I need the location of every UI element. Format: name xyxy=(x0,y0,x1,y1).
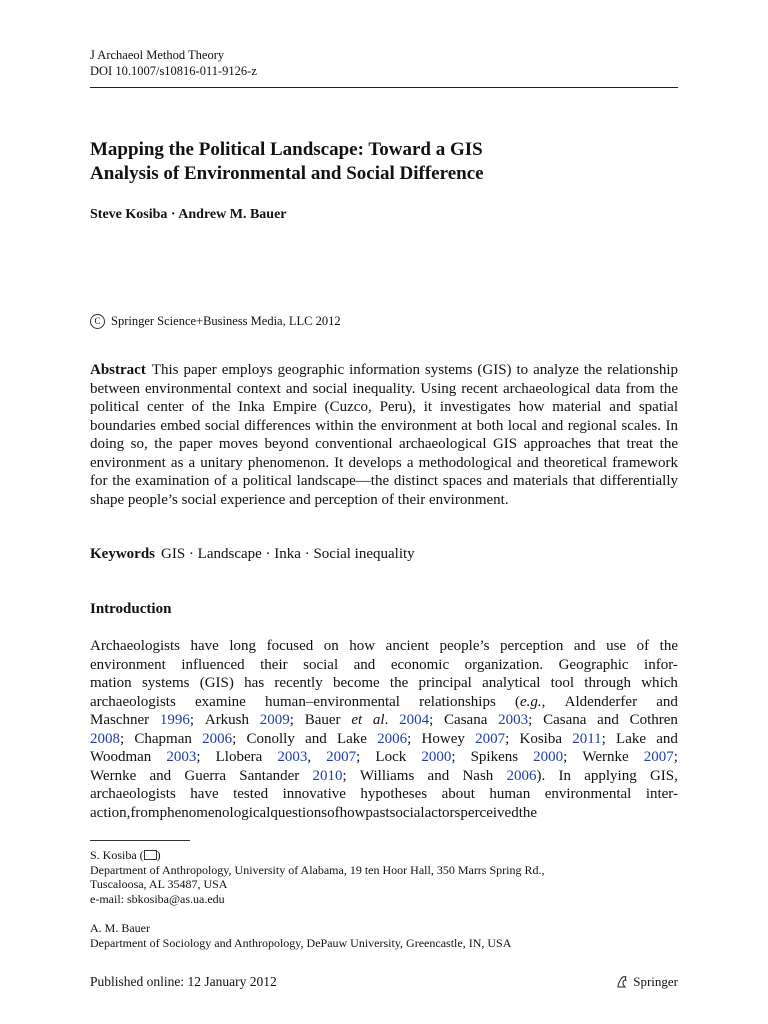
intro-line xyxy=(90,637,678,656)
intro-word xyxy=(656,730,678,749)
kosiba-email[interactable]: e-mail: sbkosiba@as.ua.edu xyxy=(90,891,225,906)
intro-text: phenomenological xyxy=(159,804,271,821)
intro-text: on xyxy=(323,638,339,654)
intro-word xyxy=(656,693,678,712)
intro-word xyxy=(305,711,341,730)
intro-text: Geographic xyxy=(558,656,629,673)
intro-word xyxy=(90,674,132,693)
intro-line xyxy=(90,767,678,786)
intro-text: ancient xyxy=(385,638,429,654)
citation-link[interactable]: 2003 xyxy=(166,749,197,765)
intro-text: ; xyxy=(505,730,510,747)
intro-word xyxy=(572,730,606,749)
intro-word xyxy=(324,637,339,656)
publisher-logo xyxy=(615,974,678,990)
intro-text: tool xyxy=(550,675,575,691)
intro-text: how xyxy=(339,804,366,821)
author-name-bauer: A. M. Bauer xyxy=(90,921,150,935)
intro-text: ; xyxy=(407,730,412,747)
intro-line xyxy=(90,785,678,804)
intro-text: Casana xyxy=(543,712,587,728)
citation-link[interactable]: 2007 xyxy=(643,749,674,765)
intro-text: systems xyxy=(141,675,190,691)
intro-word xyxy=(419,693,496,712)
intro-text: long xyxy=(229,638,257,654)
intro-text: GIS, xyxy=(649,767,678,784)
intro-word xyxy=(515,693,545,712)
intro-text: of xyxy=(327,804,340,821)
intro-text: Guerra xyxy=(184,767,227,784)
citation-link[interactable]: 2006 xyxy=(506,767,537,784)
intro-text: use xyxy=(606,638,627,654)
intro-word xyxy=(386,637,429,656)
intro-word xyxy=(440,637,490,656)
intro-word xyxy=(650,767,678,786)
intro-word xyxy=(399,711,433,730)
intro-word xyxy=(543,711,586,730)
intro-word xyxy=(644,748,678,767)
intro-text: Llobera xyxy=(215,749,263,765)
intro-word xyxy=(465,656,543,675)
intro-line xyxy=(90,656,678,675)
kosiba-address: Tuscaloosa, AL 35487, USA xyxy=(90,877,228,891)
intro-text: actors xyxy=(424,804,461,821)
intro-text: Wernke xyxy=(90,767,137,784)
intro-text: Casana xyxy=(444,712,488,728)
intro-word xyxy=(498,711,532,730)
intro-word xyxy=(365,804,389,823)
intro-text: ; xyxy=(528,712,533,728)
intro-text: Woodman xyxy=(90,749,152,765)
intro-word xyxy=(551,674,574,693)
intro-text: ; xyxy=(451,749,456,765)
intro-word xyxy=(545,785,632,804)
intro-word xyxy=(442,785,475,804)
intro-word xyxy=(277,748,311,767)
intro-text: Howey xyxy=(421,730,465,747)
intro-text: ). xyxy=(536,767,546,784)
intro-word xyxy=(90,693,176,712)
intro-word xyxy=(390,804,425,823)
intro-word xyxy=(337,730,367,749)
citation-link[interactable]: 2007 xyxy=(326,749,357,765)
intro-line xyxy=(90,730,678,749)
intro-word xyxy=(584,674,631,693)
intro-text: economic xyxy=(390,656,450,673)
intro-text: and xyxy=(353,656,376,673)
introduction-text xyxy=(90,637,678,822)
keywords-label: Keywords xyxy=(90,546,155,562)
intro-word xyxy=(202,730,236,749)
intro-text: from xyxy=(130,804,160,821)
intro-word xyxy=(160,804,271,823)
intro-text: et xyxy=(351,712,363,728)
intro-word xyxy=(333,674,380,693)
citation-link[interactable]: 2009 xyxy=(259,712,290,728)
intro-word xyxy=(489,785,530,804)
intro-text: al xyxy=(372,712,385,728)
intro-text: action, xyxy=(90,804,131,821)
intro-word xyxy=(283,785,346,804)
citation-link[interactable]: 2003 xyxy=(498,712,529,728)
intro-text: which xyxy=(641,675,678,691)
intro-text: archaeologists xyxy=(90,693,176,710)
intro-word xyxy=(500,637,563,656)
intro-text: archaeologists xyxy=(90,786,176,802)
intro-text: people’s xyxy=(439,638,490,654)
citation-link[interactable]: 2007 xyxy=(475,730,506,747)
intro-text: and xyxy=(656,730,678,747)
intro-word xyxy=(326,748,360,767)
intro-text: past xyxy=(365,804,390,821)
citation-link[interactable]: 2003 xyxy=(277,749,308,765)
intro-text: ; xyxy=(232,730,237,747)
intro-word xyxy=(244,674,264,693)
intro-word xyxy=(419,674,472,693)
intro-word xyxy=(90,730,124,749)
intro-text: Bauer xyxy=(304,712,341,728)
intro-text: (GIS) xyxy=(199,675,234,691)
intro-text: and xyxy=(597,712,619,728)
intro-text: examine xyxy=(195,693,246,710)
intro-text: organization. xyxy=(464,656,544,673)
intro-word xyxy=(166,748,200,767)
intro-word xyxy=(216,748,263,767)
intro-text: influenced xyxy=(181,656,245,673)
bauer-affiliation: Department of Sociology and Anthropology, DePauw University, Greencastle, IN, USA xyxy=(90,935,512,950)
intro-word xyxy=(181,656,244,675)
intro-word xyxy=(641,674,678,693)
citation-link[interactable]: 2008 xyxy=(90,730,120,747)
intro-word xyxy=(482,674,540,693)
citation-link[interactable]: 2004 xyxy=(399,712,430,728)
intro-word xyxy=(422,730,465,749)
intro-text: focused xyxy=(266,638,314,654)
intro-text: recently xyxy=(274,675,323,691)
footnote-kosiba xyxy=(90,848,678,906)
intro-word xyxy=(200,674,234,693)
intro-text: principal xyxy=(418,675,472,691)
intro-word xyxy=(646,785,678,804)
intro-word xyxy=(425,804,461,823)
intro-word xyxy=(260,711,294,730)
intro-word xyxy=(349,637,375,656)
intro-text: and xyxy=(427,767,450,784)
intro-text: and xyxy=(573,638,596,654)
intro-word xyxy=(519,804,537,823)
intro-text: Lake xyxy=(336,730,367,747)
intro-text: ; xyxy=(289,712,294,728)
intro-word xyxy=(195,693,246,712)
intro-line xyxy=(90,711,678,730)
intro-word xyxy=(559,767,572,786)
intro-word xyxy=(90,804,130,823)
intro-text: have xyxy=(190,638,219,654)
intro-text: In xyxy=(558,767,571,784)
intro-word xyxy=(303,656,338,675)
intro-text: has xyxy=(244,675,265,691)
intro-text: ; xyxy=(120,730,125,747)
intro-line xyxy=(90,804,678,823)
intro-text: perceived xyxy=(460,804,519,821)
citation-link[interactable]: 2006 xyxy=(377,730,408,747)
intro-word xyxy=(340,804,366,823)
intro-text: Conolly xyxy=(246,730,295,747)
kosiba-name: S. Kosiba ( xyxy=(90,848,144,862)
intro-text: . xyxy=(384,712,389,728)
intro-word xyxy=(90,767,136,786)
intro-text: human xyxy=(489,786,531,802)
intro-word xyxy=(270,804,327,823)
intro-text: how xyxy=(349,638,376,654)
journal-header xyxy=(90,47,257,79)
intro-word xyxy=(267,637,314,656)
intro-text: Maschner xyxy=(90,712,150,728)
author-list: Steve Kosiba · Andrew M. Bauer xyxy=(90,207,287,222)
intro-word xyxy=(519,730,562,749)
intro-word xyxy=(90,656,166,675)
header-rule xyxy=(90,87,678,88)
intro-word xyxy=(637,637,650,656)
intro-text: ( xyxy=(515,693,520,710)
intro-word xyxy=(265,693,400,712)
intro-text: hypotheses xyxy=(360,786,428,802)
intro-word xyxy=(239,767,299,786)
intro-word xyxy=(377,730,411,749)
intro-text: the xyxy=(659,638,678,654)
intro-text: the xyxy=(389,675,409,691)
intro-text: of xyxy=(636,638,650,654)
intro-word xyxy=(475,730,509,749)
intro-text: Santander xyxy=(239,767,300,784)
intro-word xyxy=(90,748,151,767)
intro-text: become xyxy=(333,675,380,691)
intro-text: inter- xyxy=(645,786,678,802)
intro-text: Aldenderfer xyxy=(564,693,638,710)
intro-word xyxy=(354,656,376,675)
intro-text: ; xyxy=(563,749,568,765)
intro-word xyxy=(471,748,519,767)
intro-text: innovative xyxy=(282,786,346,802)
intro-word xyxy=(247,730,295,749)
intro-word xyxy=(90,711,149,730)
intro-text: questions xyxy=(270,804,328,821)
intro-word xyxy=(313,767,347,786)
intro-word xyxy=(142,674,190,693)
intro-word xyxy=(184,767,226,786)
author-name-kosiba xyxy=(90,848,678,863)
abstract xyxy=(90,361,678,509)
intro-text: the xyxy=(518,804,538,821)
intro-text: relationships xyxy=(419,693,496,710)
abstract-label: Abstract xyxy=(90,362,146,378)
intro-word xyxy=(444,711,487,730)
intro-word xyxy=(507,767,546,786)
intro-word xyxy=(190,785,218,804)
copyright-text: Springer Science+Business Media, LLC 2012 xyxy=(111,314,341,328)
intro-text: human–environmental xyxy=(265,693,400,710)
intro-word xyxy=(351,711,362,730)
intro-word xyxy=(360,767,414,786)
intro-word xyxy=(559,656,629,675)
keywords xyxy=(90,546,415,563)
intro-text: ; xyxy=(189,712,195,728)
intro-text: through xyxy=(584,675,631,691)
footnote-bauer xyxy=(90,921,678,950)
intro-word xyxy=(460,804,518,823)
citation-link[interactable]: 2000 xyxy=(533,749,564,765)
publisher-name: Springer xyxy=(633,974,678,989)
intro-text: social xyxy=(389,804,425,821)
intro-word xyxy=(134,730,192,749)
title-line-1: Mapping the Political Landscape: Toward a GIS xyxy=(90,139,483,160)
citation-link[interactable]: 2000 xyxy=(421,749,452,765)
intro-word xyxy=(582,748,628,767)
intro-text: Williams xyxy=(359,767,415,784)
published-date: Published online: 12 January 2012 xyxy=(90,974,277,989)
intro-word xyxy=(233,785,268,804)
intro-text: mation xyxy=(90,675,132,691)
intro-word xyxy=(630,711,678,730)
citation-link[interactable]: 2010 xyxy=(312,767,343,784)
intro-text: ; xyxy=(429,712,434,728)
intro-word xyxy=(373,711,388,730)
intro-text: , xyxy=(541,693,546,710)
intro-text: ; xyxy=(342,767,347,784)
intro-line xyxy=(90,748,678,767)
intro-word xyxy=(375,748,406,767)
citation-link[interactable]: 2011 xyxy=(572,730,602,747)
intro-word xyxy=(421,748,455,767)
intro-word xyxy=(597,711,619,730)
intro-word xyxy=(130,804,159,823)
intro-text: perception xyxy=(500,638,564,654)
intro-word xyxy=(150,767,172,786)
intro-text: Spikens xyxy=(470,749,519,765)
intro-text: Arkush xyxy=(204,712,250,728)
intro-text: and xyxy=(305,730,327,747)
intro-word xyxy=(574,637,596,656)
intro-text: , xyxy=(307,749,312,765)
journal-doi: DOI 10.1007/s10816-011-9126-z xyxy=(90,64,257,78)
intro-word xyxy=(584,767,637,786)
intro-word xyxy=(327,804,340,823)
intro-text: have xyxy=(190,786,219,802)
intro-text: Cothren xyxy=(629,712,678,728)
intro-text: and xyxy=(656,693,678,710)
copyright-icon: C xyxy=(90,314,105,329)
intro-word xyxy=(205,711,249,730)
intro-text: Nash xyxy=(462,767,494,784)
intro-word xyxy=(391,656,449,675)
citation-link[interactable]: 1996 xyxy=(159,712,190,728)
intro-word xyxy=(644,656,678,675)
keywords-text: GIS · Landscape · Inka · Social inequality xyxy=(161,546,415,562)
intro-word xyxy=(274,674,322,693)
intro-text: environment xyxy=(90,656,166,673)
intro-text: ; xyxy=(601,730,606,747)
intro-text: about xyxy=(441,786,475,802)
intro-text: infor- xyxy=(644,656,678,673)
intro-line xyxy=(90,693,678,712)
intro-word xyxy=(565,693,637,712)
intro-word xyxy=(160,711,194,730)
section-heading: Introduction xyxy=(90,601,172,617)
intro-line xyxy=(90,674,678,693)
intro-text: their xyxy=(260,656,288,673)
intro-text: analytical xyxy=(482,675,541,691)
intro-word xyxy=(229,637,256,656)
journal-name: J Archaeol Method Theory xyxy=(90,48,225,62)
intro-text: applying xyxy=(584,767,637,784)
intro-word xyxy=(191,637,219,656)
intro-text: Lake xyxy=(616,730,647,747)
intro-word xyxy=(428,767,450,786)
intro-text: Chapman xyxy=(134,730,192,747)
intro-text: ; xyxy=(356,749,361,765)
intro-word xyxy=(260,656,288,675)
intro-text: social xyxy=(303,656,339,673)
intro-text: Kosiba xyxy=(519,730,562,747)
citation-link[interactable]: 2006 xyxy=(202,730,233,747)
title-line-2: Analysis of Environmental and Social Difference xyxy=(90,163,484,184)
paper-title xyxy=(90,138,678,186)
intro-word xyxy=(390,674,408,693)
intro-text: tested xyxy=(233,786,269,802)
intro-word xyxy=(305,730,327,749)
intro-text: ; xyxy=(673,749,678,765)
intro-word xyxy=(90,785,176,804)
intro-text: ; xyxy=(196,749,201,765)
intro-text: environmental xyxy=(544,786,632,802)
intro-word xyxy=(616,730,646,749)
intro-word xyxy=(606,637,626,656)
abstract-text: This paper employs geographic information systems (GIS) to analyze the relationship between environmental context and social inequality. Using recent archaeological data from the political center of the Inka Empire (Cuzco, Peru), it investigates how material and spatial boundaries embed social differences within the environment at both local and regional scales. In doing so, the paper moves beyond conventional archaeological GIS approaches that treat the environment as a unitary phenomenon. It develops a methodological and theoretical framework for the examination of a political landscape—the distinct spaces and materials that differentially shape people’s social experience and perception of their environment. xyxy=(90,362,678,508)
intro-word xyxy=(660,637,678,656)
copyright-line xyxy=(90,314,341,329)
footnote-rule xyxy=(90,840,190,841)
intro-word xyxy=(533,748,567,767)
envelope-icon xyxy=(144,850,157,860)
intro-word xyxy=(462,767,493,786)
intro-text: Lock xyxy=(375,749,407,765)
intro-word xyxy=(90,637,180,656)
springer-horse-icon xyxy=(615,975,629,989)
intro-text: Wernke xyxy=(582,749,629,765)
intro-word xyxy=(360,785,427,804)
kosiba-name-end: ) xyxy=(156,848,161,862)
intro-text: and xyxy=(149,767,172,784)
kosiba-affiliation: Department of Anthropology, University of Alabama, 19 ten Hoor Hall, 350 Marrs Spring Rd., xyxy=(90,862,545,877)
intro-text: e.g. xyxy=(520,693,542,710)
intro-text: Archaeologists xyxy=(90,638,180,654)
